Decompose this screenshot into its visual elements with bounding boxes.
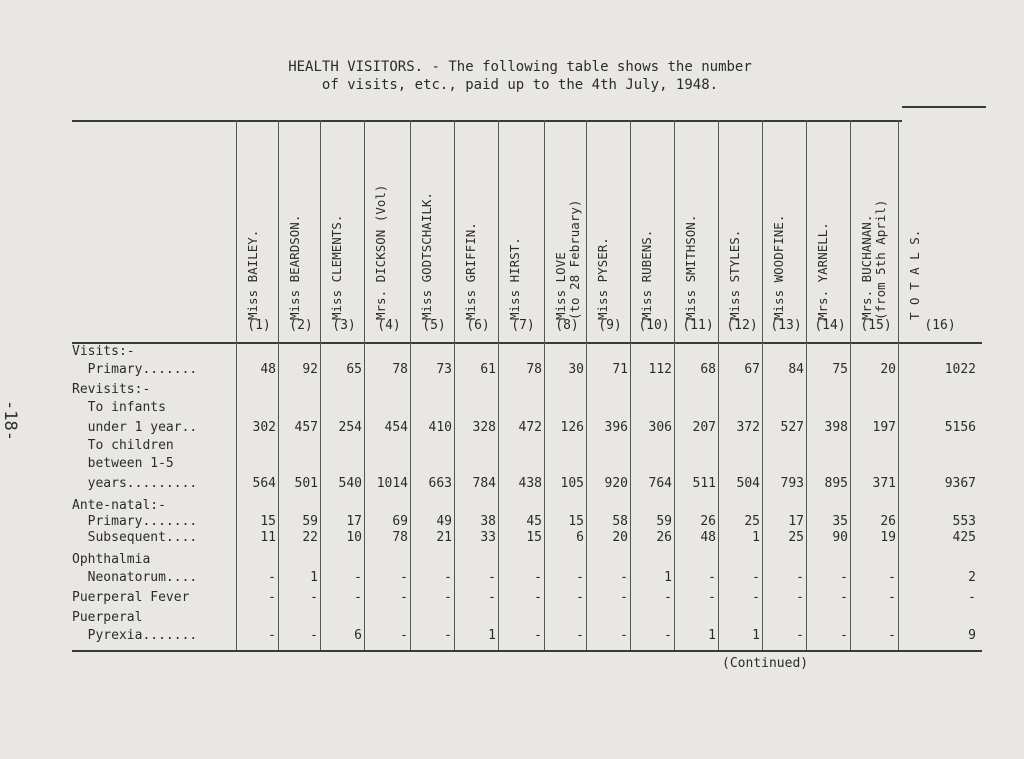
column-header-name: Miss GODTSCHAILK. [419, 192, 434, 320]
row-label: Subsequent.... [72, 530, 198, 545]
table-cell: 2 [968, 570, 976, 585]
table-cell: 49 [436, 514, 452, 529]
table-cell: - [534, 628, 542, 643]
table-cell: 26 [880, 514, 896, 529]
table-cell: 1 [310, 570, 318, 585]
heading-line-1: HEALTH VISITORS. - The following table shows the number [288, 59, 752, 75]
column-divider [586, 120, 587, 650]
table-cell: 254 [338, 420, 362, 435]
column-divider [762, 120, 763, 650]
table-cell: 793 [780, 476, 804, 491]
table-cell: 21 [436, 530, 452, 545]
table-cell: - [840, 570, 848, 585]
table-cell: 22 [302, 530, 318, 545]
table-cell: - [576, 590, 584, 605]
table-cell: 302 [252, 420, 276, 435]
table-cell: - [534, 570, 542, 585]
table-cell: 9367 [944, 476, 976, 491]
table-cell: 540 [338, 476, 362, 491]
table-cell: 10 [346, 530, 362, 545]
column-number: (2) [289, 318, 313, 333]
table-cell: 663 [428, 476, 452, 491]
table-cell: - [400, 628, 408, 643]
page-number: -18- [0, 400, 20, 441]
table-cell: - [620, 570, 628, 585]
table-cell: 17 [346, 514, 362, 529]
top-rule [72, 120, 902, 122]
column-divider [236, 120, 237, 650]
table-cell: 764 [648, 476, 672, 491]
table-cell: 68 [700, 362, 716, 377]
table-cell: 25 [788, 530, 804, 545]
table-cell: - [576, 570, 584, 585]
table-cell: - [888, 628, 896, 643]
row-label: Ante-natal:- [72, 498, 166, 513]
column-header-name: Miss BEARDSON. [287, 214, 302, 320]
table-cell: 84 [788, 362, 804, 377]
row-label: under 1 year.. [72, 420, 198, 435]
table-cell: - [752, 590, 760, 605]
table-cell: 1022 [944, 362, 976, 377]
column-divider [898, 120, 899, 650]
table-cell: - [840, 590, 848, 605]
table-cell: 5156 [944, 420, 976, 435]
table-cell: - [796, 628, 804, 643]
table-cell: 112 [648, 362, 672, 377]
table-cell: 65 [346, 362, 362, 377]
column-number: (13) [770, 318, 802, 333]
table-cell: - [708, 570, 716, 585]
table-cell: 1 [664, 570, 672, 585]
column-header-name: Mrs. DICKSON (Vol) [373, 184, 388, 320]
table-cell: - [268, 590, 276, 605]
table-cell: - [620, 590, 628, 605]
table-cell: 20 [880, 362, 896, 377]
row-label: To infants [72, 400, 166, 415]
column-divider [850, 120, 851, 650]
table-cell: - [796, 590, 804, 605]
column-header-name: Miss CLEMENTS. [329, 214, 344, 320]
table-cell: 61 [480, 362, 496, 377]
table-cell: - [310, 628, 318, 643]
row-label: Visits:- [72, 344, 135, 359]
table-cell: - [400, 590, 408, 605]
column-number: (12) [726, 318, 758, 333]
table-cell: 59 [656, 514, 672, 529]
row-label: Puerperal Fever [72, 590, 190, 605]
table-cell: 1 [708, 628, 716, 643]
column-number: (15) [860, 318, 892, 333]
table-heading [160, 58, 880, 94]
table-cell: 69 [392, 514, 408, 529]
table-cell: 553 [952, 514, 976, 529]
column-header-name: Mrs. BUCHANAN. (from 5th April) [859, 199, 888, 320]
table-cell: 73 [436, 362, 452, 377]
table-cell: 38 [480, 514, 496, 529]
table-cell: 6 [576, 530, 584, 545]
column-number: (11) [682, 318, 714, 333]
table-cell: - [268, 570, 276, 585]
column-number: (6) [466, 318, 490, 333]
row-label: To children [72, 438, 174, 453]
table-cell: - [968, 590, 976, 605]
row-label: Revisits:- [72, 382, 151, 397]
column-divider [454, 120, 455, 650]
table-cell: - [400, 570, 408, 585]
table-cell: - [444, 590, 452, 605]
table-cell: 527 [780, 420, 804, 435]
table-cell: 30 [568, 362, 584, 377]
table-cell: 784 [472, 476, 496, 491]
table-cell: 410 [428, 420, 452, 435]
column-divider [498, 120, 499, 650]
table-cell: 26 [700, 514, 716, 529]
row-label: Primary....... [72, 514, 198, 529]
visits-table [72, 106, 992, 671]
table-cell: 92 [302, 362, 318, 377]
column-header-name: Miss GRIFFIN. [463, 222, 478, 320]
row-label: Puerperal [72, 610, 143, 625]
row-label: years......... [72, 476, 198, 491]
table-cell: 457 [294, 420, 318, 435]
header-rule [72, 342, 982, 344]
table-cell: 564 [252, 476, 276, 491]
column-number: (8) [555, 318, 579, 333]
table-cell: 895 [824, 476, 848, 491]
table-cell: - [752, 570, 760, 585]
row-label: between 1-5 [72, 456, 174, 471]
table-cell: 1 [752, 628, 760, 643]
table-cell: - [664, 628, 672, 643]
column-divider [278, 120, 279, 650]
table-cell: - [888, 590, 896, 605]
column-header-name: Miss HIRST. [507, 237, 522, 320]
column-number: (9) [598, 318, 622, 333]
column-divider [718, 120, 719, 650]
table-cell: 33 [480, 530, 496, 545]
table-cell: 78 [526, 362, 542, 377]
table-cell: - [268, 628, 276, 643]
table-cell: - [708, 590, 716, 605]
table-cell: - [840, 628, 848, 643]
column-divider [320, 120, 321, 650]
column-divider [674, 120, 675, 650]
table-cell: 920 [604, 476, 628, 491]
table-cell: 48 [700, 530, 716, 545]
table-cell: 71 [612, 362, 628, 377]
table-cell: 11 [260, 530, 276, 545]
table-cell: 25 [744, 514, 760, 529]
table-cell: - [444, 570, 452, 585]
column-number: (3) [332, 318, 356, 333]
column-divider [806, 120, 807, 650]
table-cell: 90 [832, 530, 848, 545]
table-cell: - [310, 590, 318, 605]
table-cell: 398 [824, 420, 848, 435]
table-cell: 197 [872, 420, 896, 435]
table-cell: 371 [872, 476, 896, 491]
table-cell: 78 [392, 530, 408, 545]
table-cell: 15 [526, 530, 542, 545]
column-number: (4) [377, 318, 401, 333]
table-cell: 19 [880, 530, 896, 545]
column-divider [544, 120, 545, 650]
table-cell: 59 [302, 514, 318, 529]
table-cell: - [354, 590, 362, 605]
table-cell: 504 [736, 476, 760, 491]
table-cell: - [796, 570, 804, 585]
column-number: (5) [422, 318, 446, 333]
column-number: (7) [511, 318, 535, 333]
column-number: (1) [247, 318, 271, 333]
column-header-name: Miss PYSER. [595, 237, 610, 320]
table-cell: 26 [656, 530, 672, 545]
table-cell: 396 [604, 420, 628, 435]
table-cell: 75 [832, 362, 848, 377]
row-label: Pyrexia....... [72, 628, 198, 643]
table-cell: 9 [968, 628, 976, 643]
column-header-name: Mrs. YARNELL. [815, 222, 830, 320]
column-header-name: Miss SMITHSON. [683, 214, 698, 320]
row-label: Primary....... [72, 362, 198, 377]
bottom-rule [72, 650, 982, 652]
table-cell: 207 [692, 420, 716, 435]
column-header-name: Miss BAILEY. [245, 229, 260, 320]
table-cell: 306 [648, 420, 672, 435]
column-number: (16) [924, 318, 956, 333]
table-cell: 58 [612, 514, 628, 529]
top-rule-right [902, 106, 986, 108]
table-cell: - [664, 590, 672, 605]
table-cell: 67 [744, 362, 760, 377]
table-cell: 6 [354, 628, 362, 643]
table-cell: 1 [752, 530, 760, 545]
table-cell: 20 [612, 530, 628, 545]
table-cell: 15 [568, 514, 584, 529]
table-cell: 17 [788, 514, 804, 529]
table-cell: 35 [832, 514, 848, 529]
column-header-name: Miss LOVE (to 28 February) [553, 199, 582, 320]
table-cell: 454 [384, 420, 408, 435]
heading-line-2: of visits, etc., paid up to the 4th July, 1948. [321, 77, 719, 93]
column-header-name: Miss WOODFINE. [771, 214, 786, 320]
table-cell: - [534, 590, 542, 605]
table-cell: 48 [260, 362, 276, 377]
table-cell: 126 [560, 420, 584, 435]
column-divider [364, 120, 365, 650]
table-cell: - [354, 570, 362, 585]
table-cell: - [444, 628, 452, 643]
table-cell: 372 [736, 420, 760, 435]
column-header-name: Miss RUBENS. [639, 229, 654, 320]
column-divider [630, 120, 631, 650]
continued-note: (Continued) [722, 656, 809, 671]
table-cell: 1014 [376, 476, 408, 491]
row-label: Ophthalmia [72, 552, 151, 567]
column-header-name: T O T A L S. [907, 229, 922, 320]
column-divider [410, 120, 411, 650]
table-cell: 438 [518, 476, 542, 491]
table-cell: 328 [472, 420, 496, 435]
table-cell: 511 [692, 476, 716, 491]
table-cell: - [488, 590, 496, 605]
table-cell: 501 [294, 476, 318, 491]
table-cell: - [576, 628, 584, 643]
row-label: Neonatorum.... [72, 570, 198, 585]
table-cell: 1 [488, 628, 496, 643]
table-cell: 45 [526, 514, 542, 529]
table-cell: - [488, 570, 496, 585]
table-cell: 472 [518, 420, 542, 435]
table-cell: - [888, 570, 896, 585]
column-number: (14) [814, 318, 846, 333]
table-cell: 15 [260, 514, 276, 529]
table-cell: 105 [560, 476, 584, 491]
column-header-name: Miss STYLES. [727, 229, 742, 320]
column-number: (10) [638, 318, 670, 333]
table-cell: 425 [952, 530, 976, 545]
table-cell: 78 [392, 362, 408, 377]
table-cell: - [620, 628, 628, 643]
